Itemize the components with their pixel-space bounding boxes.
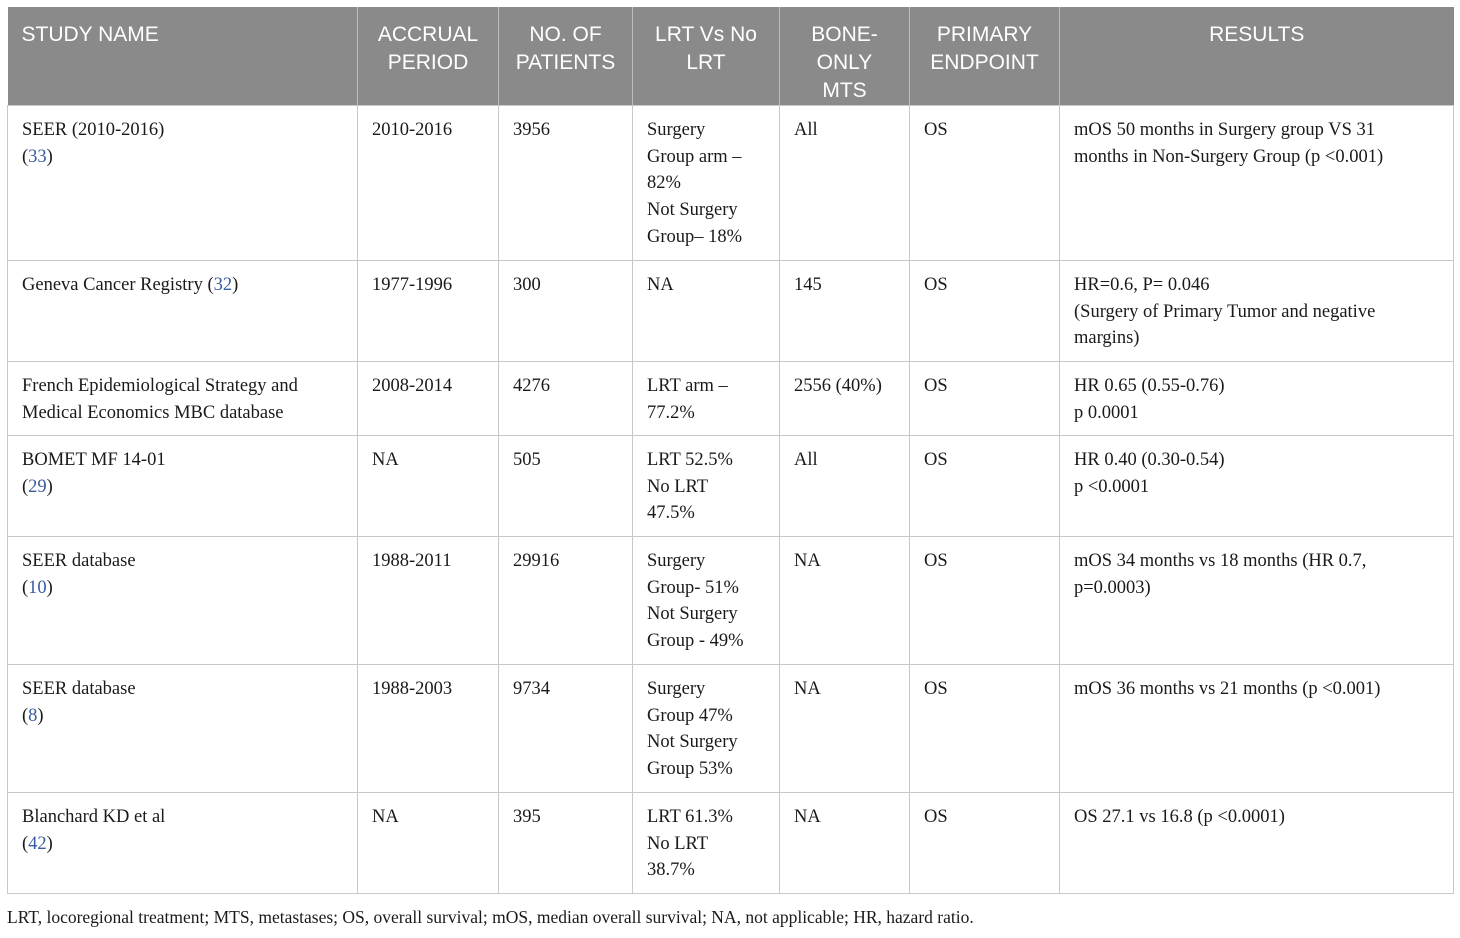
reference-link[interactable]: 32 (213, 275, 233, 295)
table-footnote: LRT, locoregional treatment; MTS, metastases; OS, overall survival; mOS, median overall survival; NA, not applicable; HR, hazard ratio. (7, 907, 974, 927)
study-name: SEER database (22, 679, 136, 699)
patients-cell: 29916 (499, 537, 633, 665)
table-row (8, 261, 1454, 362)
study-name: SEER database (22, 551, 136, 571)
results-cell: HR 0.40 (0.30-0.54) p <0.0001 (1060, 436, 1454, 537)
patients-cell: 300 (499, 261, 633, 362)
primary-endpoint-cell: OS (910, 261, 1060, 362)
bone-only-mts-cell: NA (780, 665, 910, 793)
results-cell: mOS 34 months vs 18 months (HR 0.7, p=0.0003) (1060, 537, 1454, 665)
lrt-cell: LRT 61.3% No LRT 38.7% (633, 793, 780, 894)
bone-only-mts-cell: 2556 (40%) (780, 362, 910, 436)
lrt-cell: LRT arm – 77.2% (633, 362, 780, 436)
table-row (8, 106, 1454, 261)
studies-table (7, 7, 1454, 894)
bone-only-mts-cell: All (780, 436, 910, 537)
study-name: French Epidemiological Strategy and Medical Economics MBC database (22, 376, 298, 423)
study-name: SEER (2010-2016) (22, 120, 165, 140)
lrt-cell: Surgery Group arm – 82% Not Surgery Group– 18% (633, 106, 780, 261)
lrt-cell: LRT 52.5% No LRT 47.5% (633, 436, 780, 537)
primary-endpoint-cell: OS (910, 793, 1060, 894)
study-name-cell (8, 362, 358, 436)
results-cell: OS 27.1 vs 16.8 (p <0.0001) (1060, 793, 1454, 894)
header-lrt-vs-no-lrt: LRT Vs No LRT (633, 7, 780, 106)
bone-only-mts-cell: NA (780, 537, 910, 665)
patients-cell: 3956 (499, 106, 633, 261)
reference-link[interactable]: 42 (28, 833, 47, 854)
header-bone-only-mts: BONE-ONLY MTS (780, 7, 910, 106)
study-name-cell: Blanchard KD et al (42) (8, 793, 358, 894)
header-primary-endpoint: PRIMARY ENDPOINT (910, 7, 1060, 106)
study-name-cell: SEER (2010-2016) (33) (8, 106, 358, 261)
bone-only-mts-cell: All (780, 106, 910, 261)
results-cell: HR=0.6, P= 0.046 (Surgery of Primary Tumor and negative margins) (1060, 261, 1454, 362)
patients-cell: 505 (499, 436, 633, 537)
study-name-cell: Geneva Cancer Registry (32) (8, 261, 358, 362)
patients-cell: 4276 (499, 362, 633, 436)
reference-link[interactable]: 10 (28, 577, 47, 598)
study-name-cell: BOMET MF 14-01 (29) (8, 436, 358, 537)
study-name: Blanchard KD et al (22, 807, 166, 827)
accrual-period-cell: 1988-2011 (358, 537, 499, 665)
header-accrual-period: ACCRUAL PERIOD (358, 7, 499, 106)
accrual-period-cell: 1988-2003 (358, 665, 499, 793)
patients-cell: 395 (499, 793, 633, 894)
primary-endpoint-cell: OS (910, 665, 1060, 793)
results-cell: mOS 50 months in Surgery group VS 31 months in Non-Surgery Group (p <0.001) (1060, 106, 1454, 261)
accrual-period-cell: NA (358, 436, 499, 537)
header-results: RESULTS (1060, 7, 1454, 106)
table-row (8, 436, 1454, 537)
accrual-period-cell: 2010-2016 (358, 106, 499, 261)
reference-link[interactable]: 8 (28, 705, 38, 726)
reference-link[interactable]: 29 (28, 476, 47, 497)
table-row (8, 793, 1454, 894)
primary-endpoint-cell: OS (910, 537, 1060, 665)
study-name: BOMET MF 14-01 (22, 450, 166, 470)
table-row (8, 537, 1454, 665)
primary-endpoint-cell: OS (910, 106, 1060, 261)
table-row (8, 362, 1454, 436)
reference-link[interactable]: 33 (28, 146, 47, 167)
study-name-cell: SEER database (8) (8, 665, 358, 793)
bone-only-mts-cell: NA (780, 793, 910, 894)
header-study-name: STUDY NAME (8, 7, 358, 106)
header-row (8, 7, 1454, 106)
accrual-period-cell: NA (358, 793, 499, 894)
accrual-period-cell: 1977-1996 (358, 261, 499, 362)
accrual-period-cell: 2008-2014 (358, 362, 499, 436)
lrt-cell: NA (633, 261, 780, 362)
results-cell: mOS 36 months vs 21 months (p <0.001) (1060, 665, 1454, 793)
primary-endpoint-cell: OS (910, 362, 1060, 436)
patients-cell: 9734 (499, 665, 633, 793)
lrt-cell: Surgery Group 47% Not Surgery Group 53% (633, 665, 780, 793)
study-name-cell: SEER database (10) (8, 537, 358, 665)
primary-endpoint-cell: OS (910, 436, 1060, 537)
results-cell: HR 0.65 (0.55-0.76) p 0.0001 (1060, 362, 1454, 436)
table-row (8, 665, 1454, 793)
bone-only-mts-cell: 145 (780, 261, 910, 362)
study-name: Geneva Cancer Registry (22, 275, 203, 295)
header-no-of-patients: NO. OF PATIENTS (499, 7, 633, 106)
lrt-cell: Surgery Group- 51% Not Surgery Group - 49% (633, 537, 780, 665)
